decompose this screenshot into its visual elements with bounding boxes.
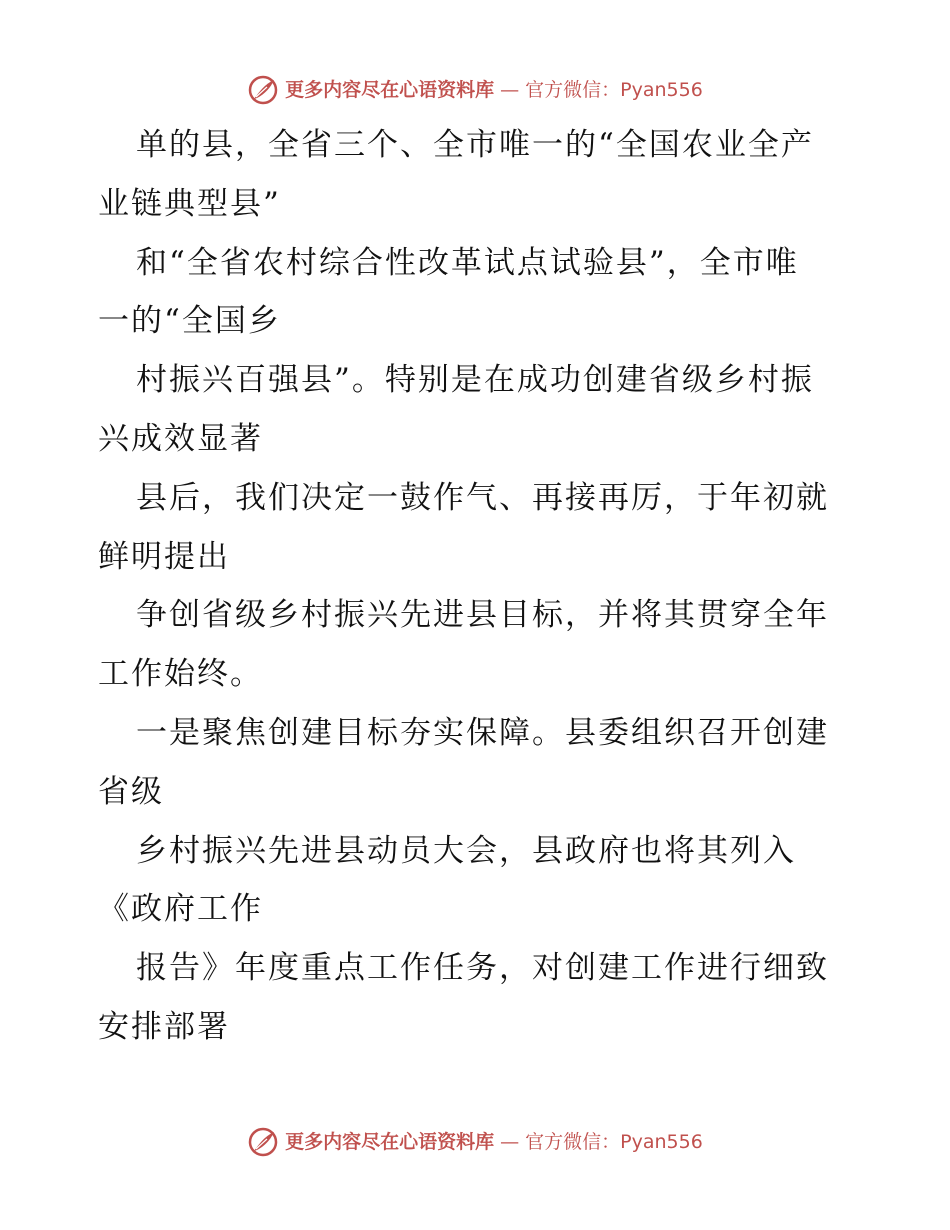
feather-quill-logo-icon xyxy=(247,74,279,106)
text-line: 争创省级乡村振兴先进县目标，并将其贯穿全年 xyxy=(136,597,829,634)
text-line: 业链典型县” xyxy=(98,185,281,222)
text-line: 乡村振兴先进县动员大会，县政府也将其列入 xyxy=(136,832,796,869)
watermark-contact-text: 官方微信：Pyan556 xyxy=(525,1131,703,1153)
feather-quill-logo-icon xyxy=(247,1126,279,1158)
watermark-separator: — xyxy=(500,1131,520,1153)
text-line: 县后，我们决定一鼓作气、再接再厉，于年初就 xyxy=(136,479,829,516)
text-line: 兴成效显著 xyxy=(98,420,263,457)
text-line: 和“全省农村综合性改革试点试验县”，全市唯 xyxy=(136,244,799,281)
text-line: 鲜明提出 xyxy=(98,538,230,575)
text-line: 省级 xyxy=(98,773,164,810)
text-line: 《政府工作 xyxy=(98,891,263,928)
text-line: 一的“全国乡 xyxy=(98,303,281,340)
text-line: 工作始终。 xyxy=(98,656,263,693)
text-line: 一是聚焦创建目标夯实保障。县委组织召开创建 xyxy=(136,714,829,751)
watermark-separator: — xyxy=(500,79,520,101)
text-line: 安排部署 xyxy=(98,1008,230,1045)
watermark-site-text: 更多内容尽在心语资料库 xyxy=(285,79,495,101)
watermark-site-text: 更多内容尽在心语资料库 xyxy=(285,1131,495,1153)
watermark-contact-text: 官方微信：Pyan556 xyxy=(525,79,703,101)
text-line: 单的县，全省三个、全市唯一的“全国农业全产 xyxy=(136,127,814,163)
header-watermark xyxy=(0,74,950,106)
text-line: 村振兴百强县”。特别是在成功创建省级乡村振 xyxy=(136,362,814,399)
footer-watermark xyxy=(0,1126,950,1158)
text-line: 报告》年度重点工作任务，对创建工作进行细致 xyxy=(136,950,829,987)
document-body xyxy=(98,116,858,1057)
